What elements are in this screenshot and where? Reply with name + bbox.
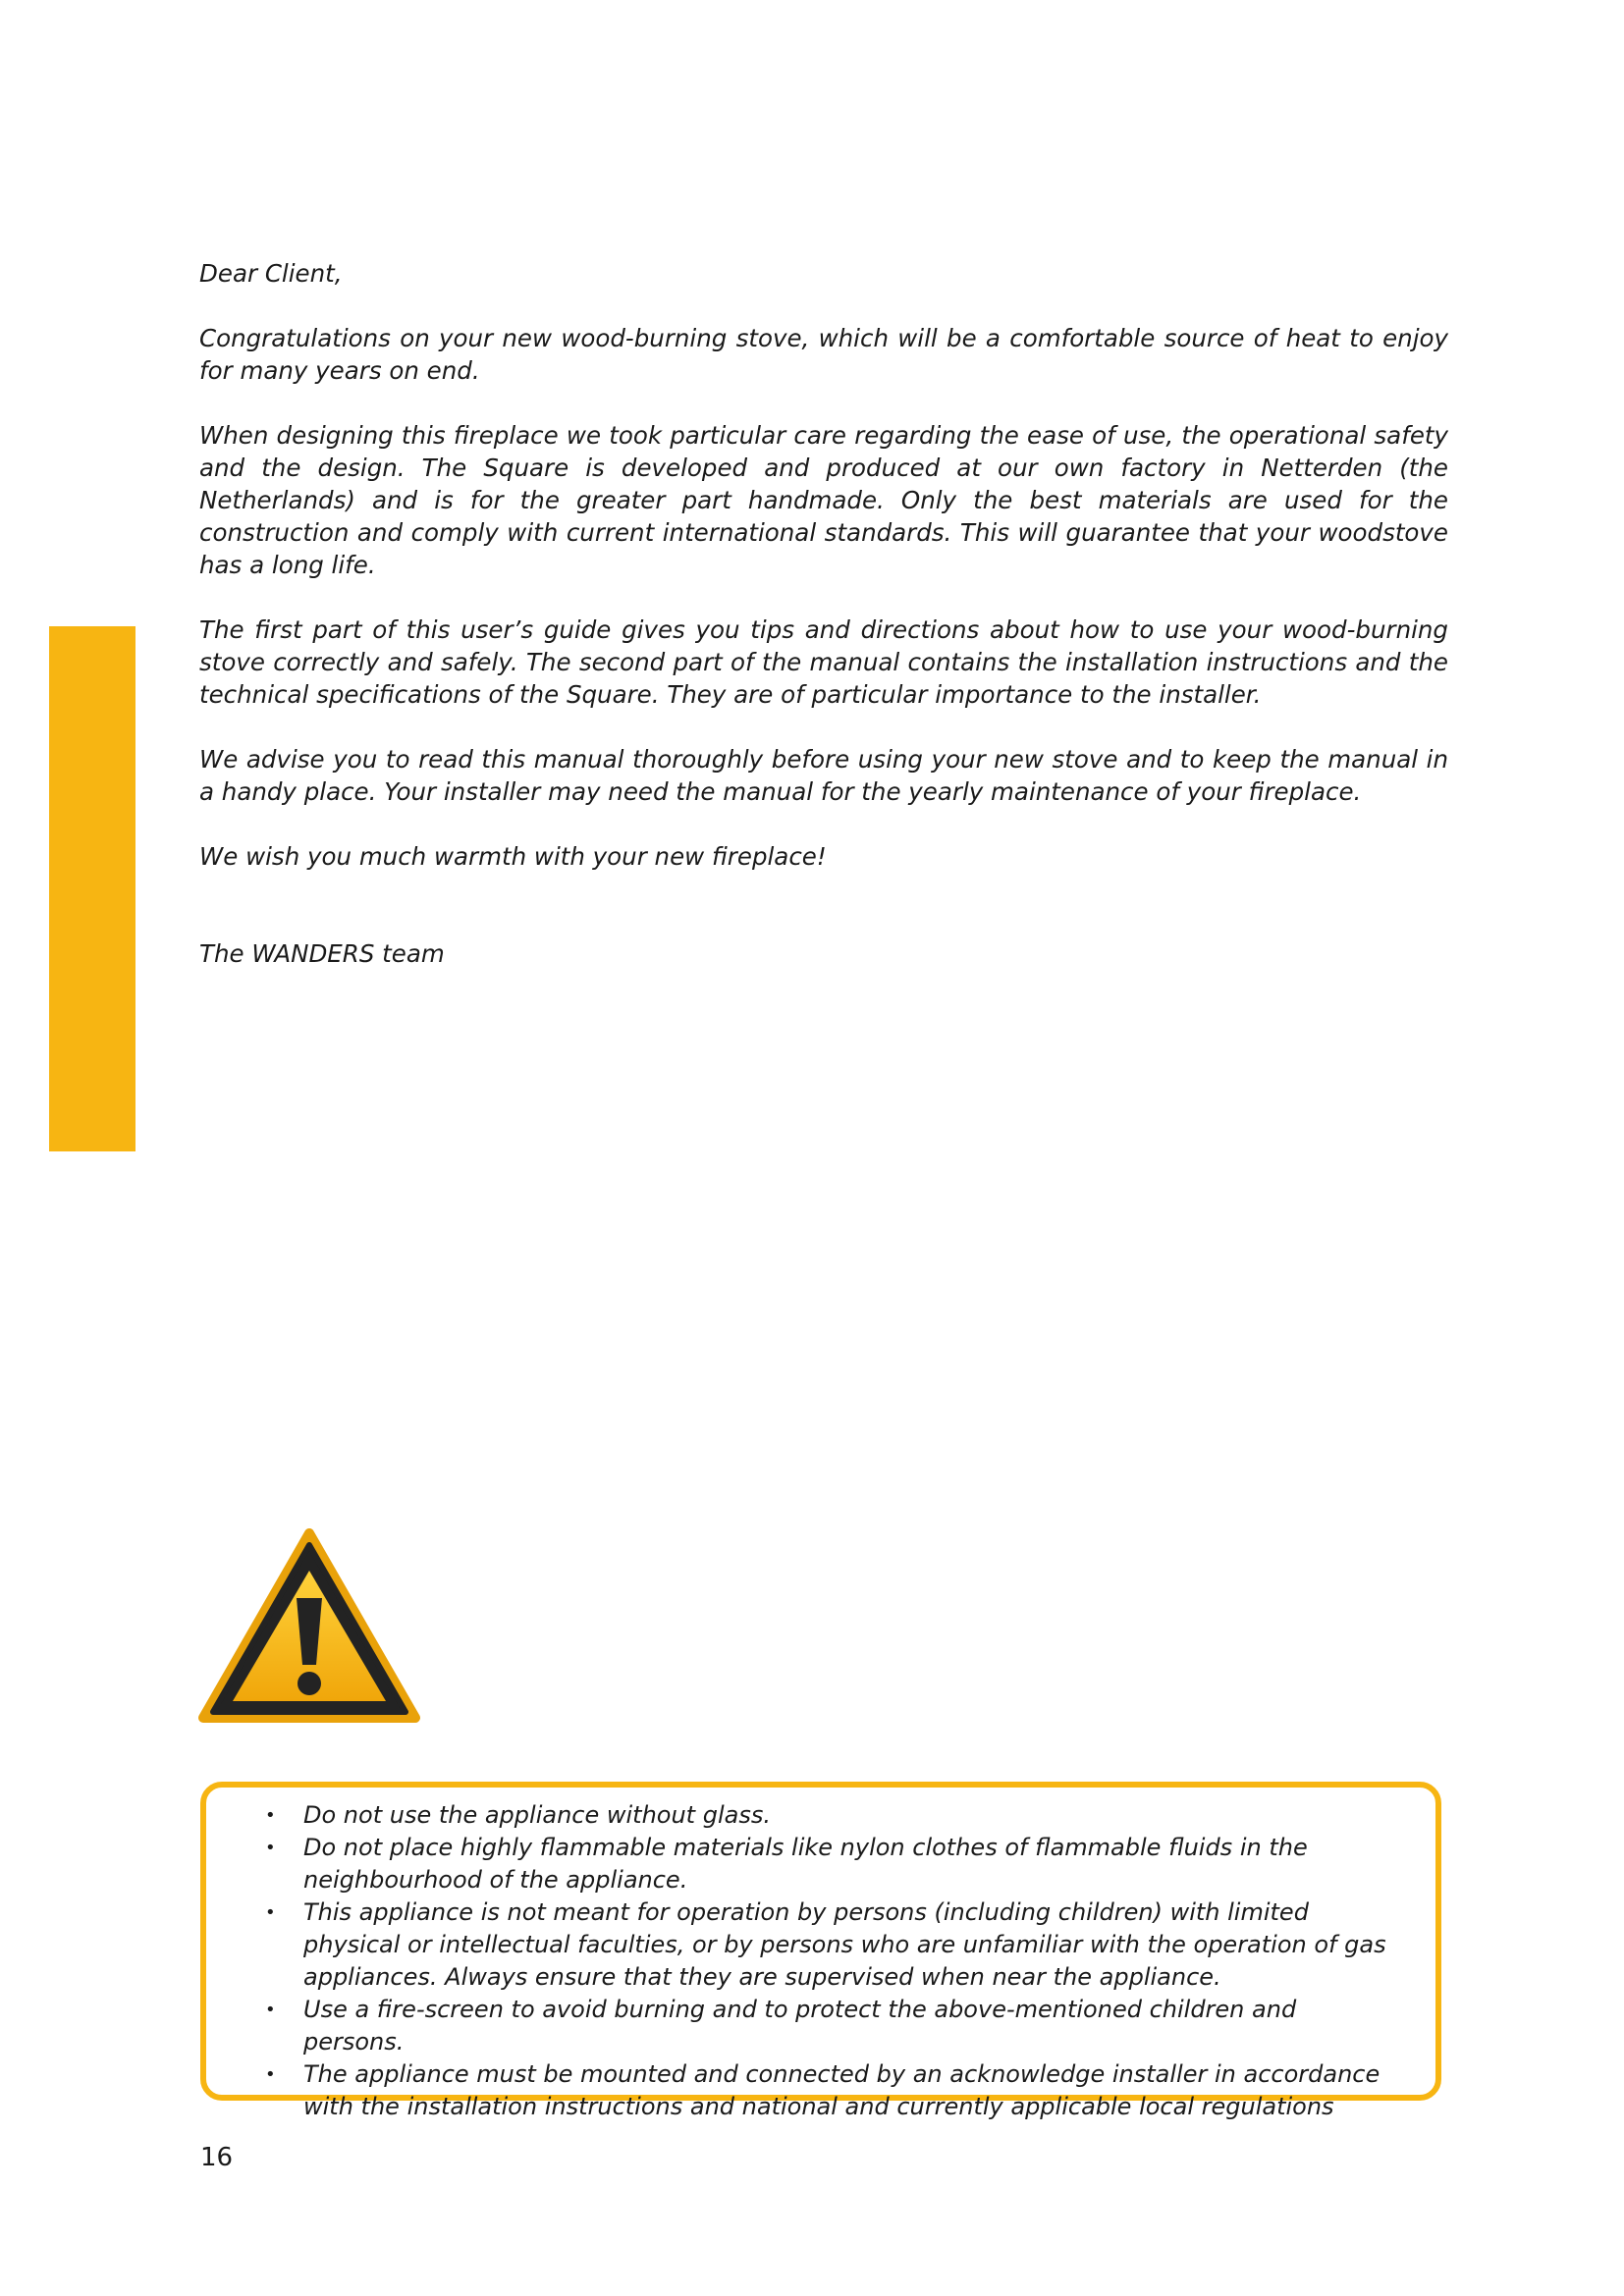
letter (199, 257, 1448, 1002)
bullet: • (265, 1902, 276, 1923)
letter-signature: The WANDERS team (199, 939, 445, 968)
list-item (265, 1896, 1394, 1994)
list-item (265, 1832, 1394, 1896)
letter-paragraph: When designing this fireplace we took particular care regarding the ease of use, the operational safety and the design. The Square is developed and produced at our own factory in Netterden (the Netherlands) and is for the greater part handmade. Only the best materials are used for the construction and comply with current international standards. This will guarantee that your woodstove has a long life. (199, 421, 1448, 579)
warning-box (200, 1782, 1441, 2120)
warning-text: The appliance must be mounted and connected by an acknowledge installer in accordance with the installation instructions and national and currently applicable local regulations (303, 2060, 1380, 2120)
page-number: 16 (200, 2143, 234, 2172)
letter-paragraph: The first part of this user’s guide gives you tips and directions about how to use your wood-burning stove correctly and safely. The second part of the manual contains the installation instructions and the technical specifications of the Square. They are of particular importance to the installer. (199, 615, 1448, 709)
letter-paragraph: Congratulations on your new wood-burning stove, which will be a comfortable source of heat to enjoy for many years on end. (199, 324, 1448, 385)
list-item (265, 1799, 1394, 1832)
letter-salutation: Dear Client, (199, 259, 343, 288)
bullet: • (265, 1805, 276, 1826)
bullet: • (265, 2000, 276, 2020)
bullet: • (265, 2064, 276, 2085)
warning-text: Do not use the appliance without glass. (303, 1801, 771, 1829)
list-item (265, 2058, 1394, 2123)
warning-text: Do not place highly flammable materials like nylon clothes of flammable fluids in the neighbourhood of the appliance. (303, 1834, 1308, 1894)
warning-text: Use a fire-screen to avoid burning and to protect the above-mentioned children and persons. (303, 1996, 1297, 2056)
warning-text: This appliance is not meant for operation by persons (including children) with limited physical or intellectual faculties, or by persons who are unfamiliar with the operation of gas appliances. Always ensure that they are supervised when near the appliance. (303, 1898, 1386, 1991)
letter-paragraph: We advise you to read this manual thoroughly before using your new stove and to keep the manual in a handy place. Your installer may need the manual for the yearly maintenance of your fireplace. (199, 745, 1448, 806)
letter-wish: We wish you much warmth with your new fireplace! (199, 842, 827, 871)
bullet: • (265, 1838, 276, 1858)
warning-triangle-icon (197, 1527, 421, 1726)
warning-list (265, 1799, 1394, 2123)
accent-side-bar (49, 626, 135, 1151)
list-item (265, 1994, 1394, 2058)
